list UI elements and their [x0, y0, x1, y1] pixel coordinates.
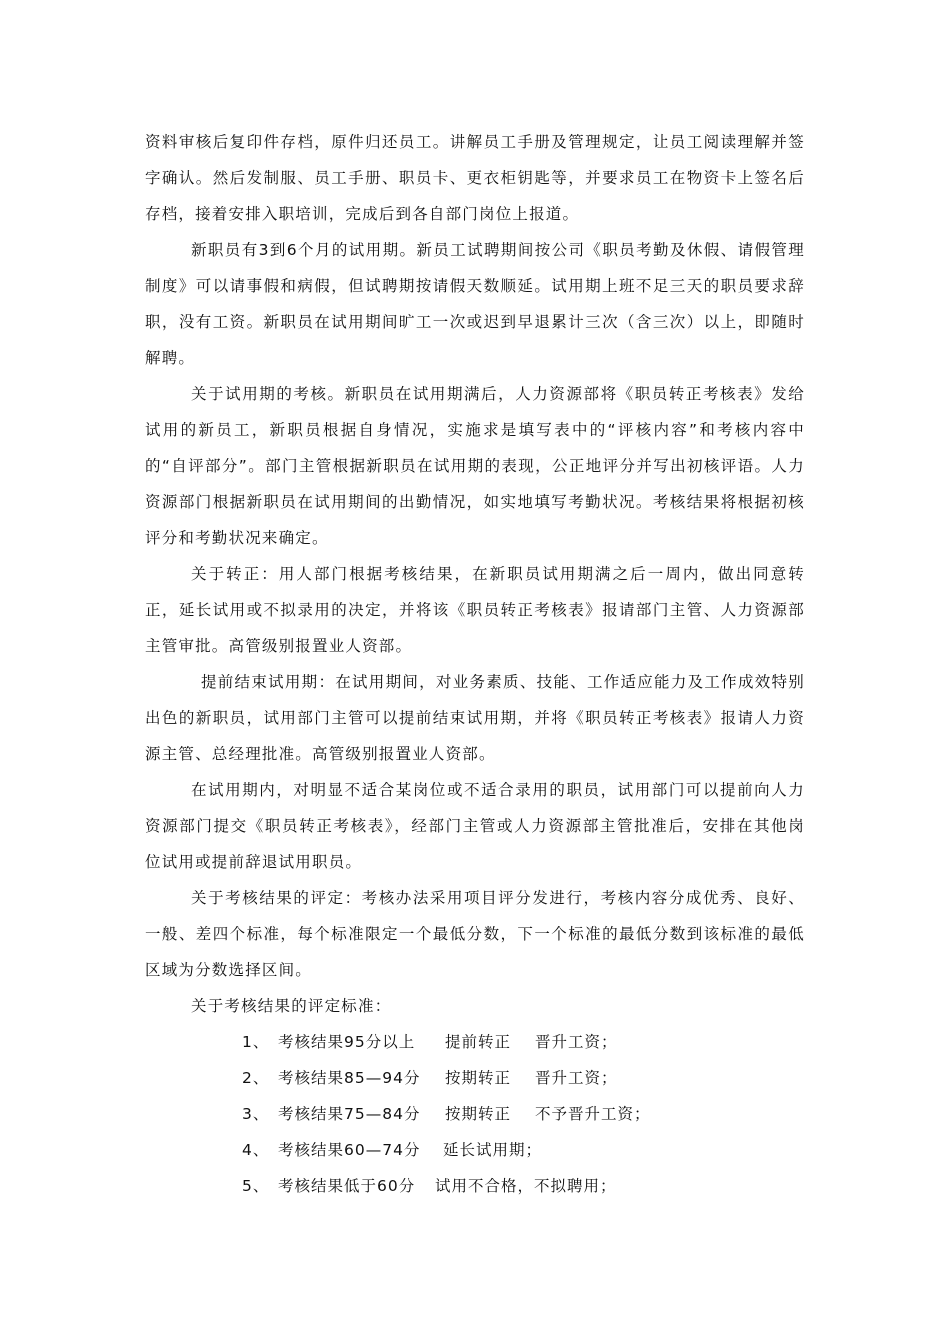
- item-number: 2、: [242, 1069, 270, 1087]
- item-score: 考核结果低于60分: [278, 1177, 416, 1195]
- item-action: 试用不合格，不拟聘用；: [435, 1177, 617, 1195]
- item-action: 提前转正: [445, 1033, 512, 1051]
- item-salary: 不予晋升工资；: [535, 1105, 651, 1123]
- paragraph-unsuitable-staff: 在试用期内，对明显不适合某岗位或不适合录用的职员，试用部门可以提前向人力资源部门提交《职员转正考核表》，经部门主管或人力资源部主管批准后，安排在其他岗位试用或提前辞退试用职员。: [145, 781, 805, 871]
- item-score: 考核结果60—74分: [278, 1141, 421, 1159]
- item-action: 延长试用期；: [443, 1141, 543, 1159]
- item-score: 考核结果95分以上: [278, 1033, 416, 1051]
- list-item: [145, 1060, 805, 1096]
- paragraph-probation-assessment: 关于试用期的考核。新职员在试用期满后，人力资源部将《职员转正考核表》发给试用的新员工，新职员根据自身情况，实施求是填写表中的“评核内容”和考核内容中的“自评部分”。部门主管根据新职员在试用期的表现，公正地评分并写出初核评语。人力资源部门根据新职员在试用期间的出勤情况，如实地填写考勤状况。考核结果将根据初核评分和考勤状况来确定。: [145, 385, 805, 547]
- item-number: 3、: [242, 1105, 270, 1123]
- item-action: 按期转正: [445, 1105, 512, 1123]
- paragraph-onboarding: 资料审核后复印件存档，原件归还员工。讲解员工手册及管理规定，让员工阅读理解并签字确认。然后发制服、员工手册、职员卡、更衣柜钥匙等，并要求员工在物资卡上签名后存档，接着安排入职培训，完成后到各自部门岗位上报道。: [145, 133, 805, 223]
- paragraph-regularization: 关于转正：用人部门根据考核结果，在新职员试用期满之后一周内，做出同意转正，延长试用或不拟录用的决定，并将该《职员转正考核表》报请部门主管、人力资源部主管审批。高管级别报置业人资部。: [145, 565, 805, 655]
- item-score: 考核结果85—94分: [278, 1069, 421, 1087]
- item-number: 5、: [242, 1177, 270, 1195]
- list-item: [145, 1024, 805, 1060]
- item-salary: 晋升工资；: [535, 1069, 618, 1087]
- paragraph-probation-period: 新职员有3到6个月的试用期。新员工试聘期间按公司《职员考勤及休假、请假管理制度》可以请事假和病假，但试聘期按请假天数顺延。试用期上班不足三天的职员要求辞职，没有工资。新职员在试用期间旷工一次或迟到早退累计三次（含三次）以上，即随时解聘。: [145, 241, 805, 367]
- item-salary: 晋升工资；: [535, 1033, 618, 1051]
- list-item: [145, 1168, 805, 1204]
- list-item: [145, 1132, 805, 1168]
- paragraph-early-end-probation: 提前结束试用期：在试用期间，对业务素质、技能、工作适应能力及工作成效特别出色的新职员，试用部门主管可以提前结束试用期，并将《职员转正考核表》报请人力资源主管、总经理批准。高管级别报置业人资部。: [145, 673, 805, 763]
- standards-heading: 关于考核结果的评定标准：: [191, 997, 392, 1015]
- paragraph-evaluation-method: 关于考核结果的评定：考核办法采用项目评分发进行，考核内容分成优秀、良好、一般、差四个标准，每个标准限定一个最低分数，下一个标准的最低分数到该标准的最低区域为分数选择区间。: [145, 889, 805, 979]
- item-action: 按期转正: [445, 1069, 512, 1087]
- standards-list: [145, 1024, 805, 1204]
- document-body: [145, 124, 805, 1204]
- item-number: 1、: [242, 1033, 270, 1051]
- item-score: 考核结果75—84分: [278, 1105, 421, 1123]
- list-item: [145, 1096, 805, 1132]
- item-number: 4、: [242, 1141, 270, 1159]
